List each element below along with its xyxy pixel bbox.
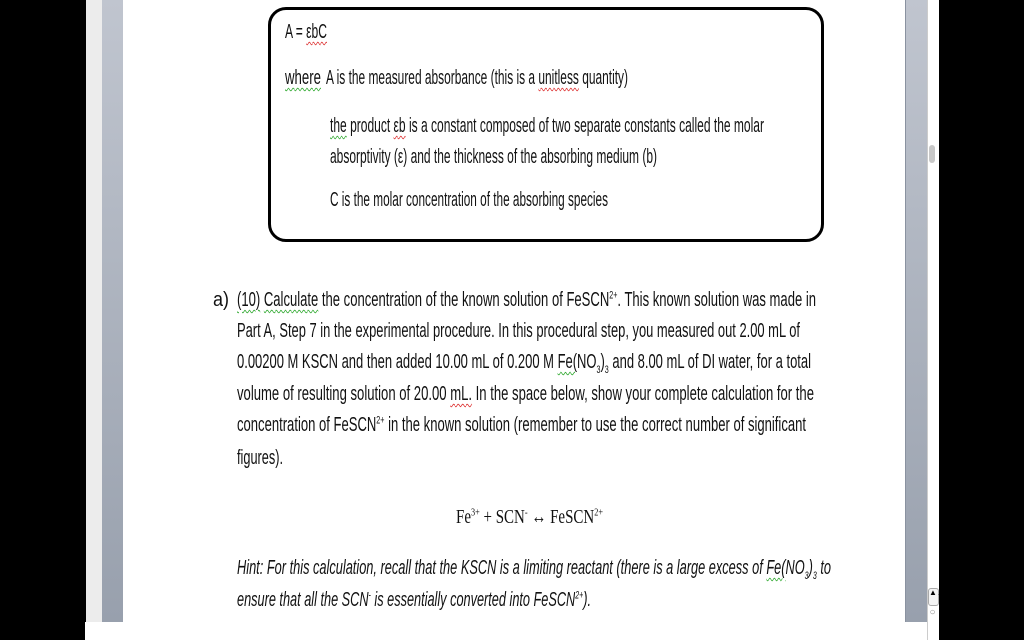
line-text (237, 288, 816, 312)
text-segment: Fe( (766, 557, 786, 579)
text-segment: NO (785, 557, 805, 579)
question-line (237, 350, 811, 374)
definition-concentration (330, 188, 608, 212)
text-segment: 3+ (470, 506, 480, 519)
text-segment: + SCN (479, 506, 525, 528)
line-text (237, 350, 811, 374)
text-segment: a) (213, 289, 229, 311)
text-segment: ensure that all the SCN (237, 589, 369, 611)
question-line (237, 413, 806, 437)
text-segment: to (816, 557, 831, 579)
text-segment: 3 (596, 364, 601, 376)
line-text (213, 288, 229, 312)
line-text (326, 66, 628, 90)
text-segment: 3 (604, 364, 609, 376)
text-segment: A is the measured absorbance (this is a (326, 67, 539, 89)
scrollbar-thumb[interactable] (929, 145, 935, 163)
line-text (237, 588, 591, 612)
text-segment: unitless (538, 67, 579, 89)
text-segment: 2+ (594, 506, 603, 519)
hint-line (237, 556, 831, 580)
text-segment: - (368, 589, 371, 602)
scroll-circle-icon[interactable]: ○ (929, 607, 936, 618)
text-segment: concentration of FeSCN (237, 414, 377, 436)
line-text (237, 413, 806, 437)
text-segment: is a constant composed of two separate constants called the molar (405, 115, 764, 137)
text-segment: the concentration of the known solution of FeSCN (318, 289, 610, 311)
text-segment: quantity) (578, 67, 628, 89)
text-segment: 2+ (376, 414, 385, 427)
text-segment: ) (808, 557, 813, 579)
text-segment: . This known solution was made in (617, 289, 816, 311)
text-segment: A = (285, 21, 307, 43)
text-segment: absorptivity (ε) and the thickness of the absorbing medium (b) (330, 146, 657, 168)
vertical-scrollbar[interactable] (927, 0, 939, 640)
text-segment: in the known solution (remember to use the correct number of significant (384, 414, 806, 436)
text-segment: Hint: For this calculation, recall that the KSCN is a limiting reactant (there is a large excess of (237, 557, 767, 579)
line-text (237, 556, 831, 580)
text-segment: ). (583, 589, 591, 611)
text-segment: Part A, Step 7 in the experimental procedure. In this procedural step, you measured out 2.00 mL of (237, 320, 800, 342)
line-text (330, 188, 608, 212)
document-gutter-left (102, 0, 124, 622)
question-line (237, 382, 814, 406)
scroll-up-arrows-icon[interactable]: ▲▲ (928, 588, 939, 606)
text-segment: 0.00200 M KSCN and then added 10.00 mL of 0.200 M (237, 351, 558, 373)
line-text (237, 319, 800, 343)
text-segment: C is the molar concentration of the absorbing species (330, 189, 608, 211)
text-segment: figures). (237, 447, 283, 469)
line-text (285, 66, 321, 90)
text-segment: Calculate (263, 289, 319, 311)
text-segment: volume of resulting solution of 20.00 (237, 383, 451, 405)
reaction-equation (456, 505, 603, 529)
definition-eb-line2 (330, 145, 657, 169)
text-segment: ) (600, 351, 605, 373)
text-segment: 2+ (609, 289, 618, 302)
text-segment: NO (577, 351, 597, 373)
line-text (456, 505, 603, 529)
question-line (237, 446, 283, 470)
status-area (85, 622, 938, 640)
text-segment: εbC (306, 21, 327, 43)
document-gutter-right (905, 0, 928, 622)
text-segment: 3 (804, 570, 809, 582)
definition-absorbance (326, 66, 628, 90)
text-segment: - (524, 506, 528, 519)
text-segment: where (285, 67, 321, 89)
text-segment: ↔ FeSCN (527, 506, 595, 528)
text-segment: (10) (237, 289, 261, 311)
text-segment: product (346, 115, 394, 137)
question-marker (213, 288, 229, 312)
definition-eb-line1 (330, 114, 764, 138)
hint-line (237, 588, 591, 612)
text-segment: In the space below, show your complete calculation for the (472, 383, 814, 405)
line-text (237, 446, 283, 470)
text-segment: εb (393, 115, 406, 137)
text-segment: 3 (812, 570, 817, 582)
question-line (237, 319, 800, 343)
text-segment: Fe( (557, 351, 578, 373)
window-margin (86, 0, 102, 622)
question-line (237, 288, 816, 312)
text-segment: is essentially converted into FeSCN (370, 589, 576, 611)
text-segment: the (330, 115, 347, 137)
where-label (285, 66, 321, 90)
line-text (237, 382, 814, 406)
line-text (285, 20, 327, 44)
text-segment: and 8.00 mL of DI water, for a total (608, 351, 811, 373)
text-segment: 2+ (575, 589, 584, 602)
beer-lambert-equation (285, 20, 327, 44)
text-segment: Fe (456, 506, 471, 528)
text-segment: mL. (450, 383, 473, 405)
line-text (330, 145, 657, 169)
line-text (330, 114, 764, 138)
